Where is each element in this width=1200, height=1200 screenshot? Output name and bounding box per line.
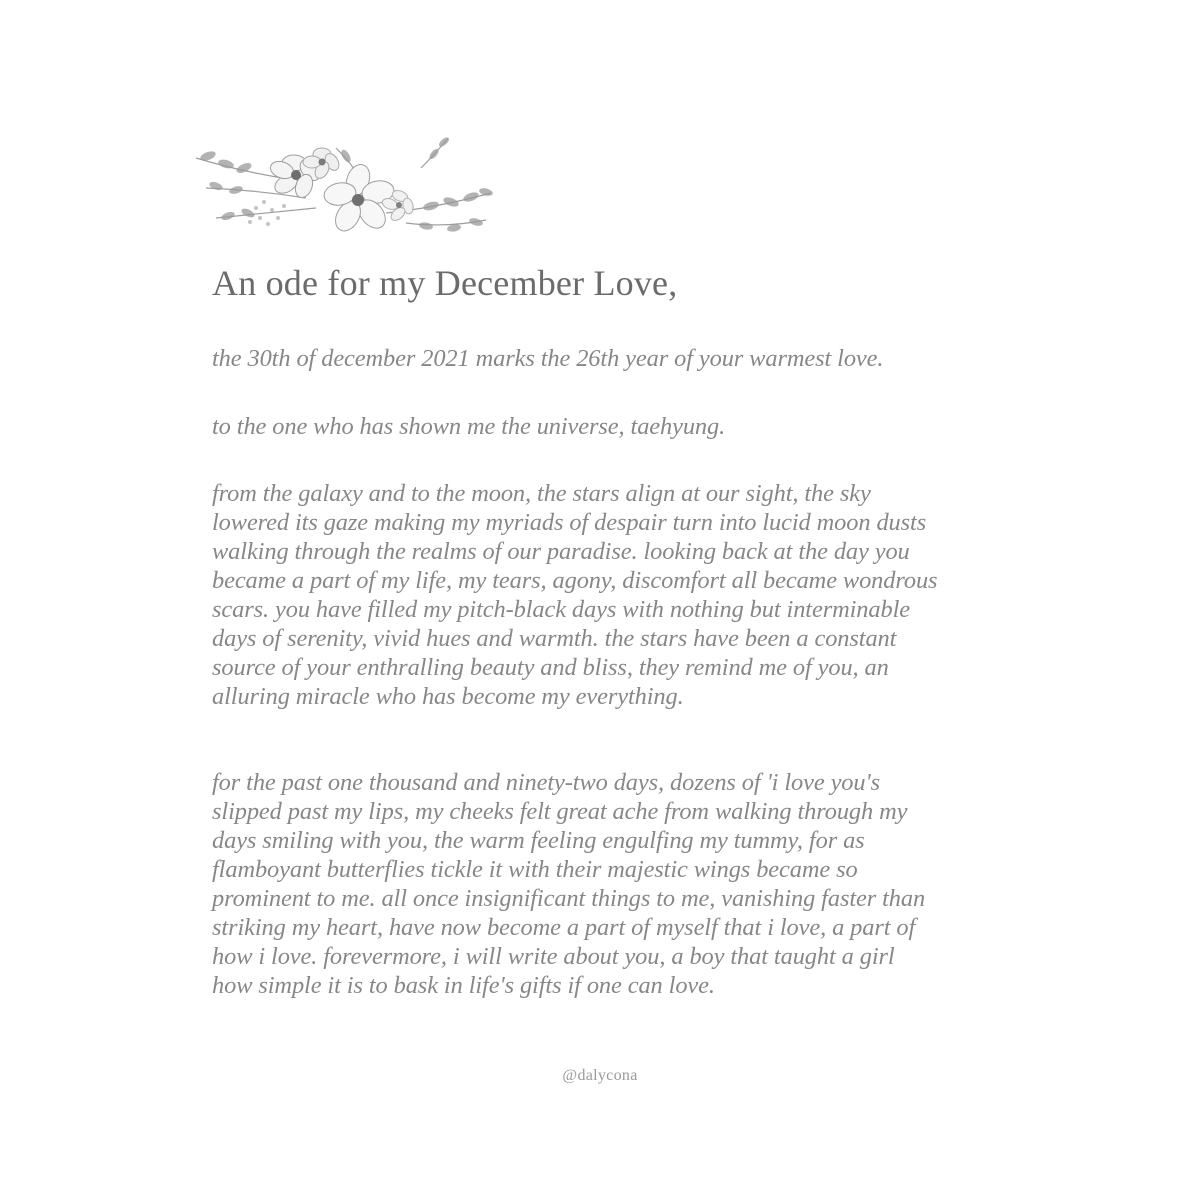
dedication-line: the 30th of december 2021 marks the 26th year of your warmest love. (212, 345, 884, 372)
paragraph-line: how simple it is to bask in life's gifts if one can love. (212, 972, 715, 999)
paragraph-galaxy (212, 479, 1002, 711)
floral-bouquet-icon (186, 118, 506, 248)
paragraph-days (212, 768, 1002, 1000)
paragraph-line: prominent to me. all once insignificant things to me, vanishing faster than (212, 885, 926, 912)
address-line: to the one who has shown me the universe, taehyung. (212, 413, 726, 440)
paragraph-line: how i love. forevermore, i will write about you, a boy that taught a girl (212, 943, 895, 970)
paragraph-line: alluring miracle who has become my everything. (212, 683, 684, 710)
paragraph-line: striking my heart, have now become a part of myself that i love, a part of (212, 914, 916, 941)
paragraph-line: scars. you have filled my pitch-black days with nothing but interminable (212, 596, 910, 623)
paragraph-line: days of serenity, vivid hues and warmth. the stars have been a constant (212, 625, 897, 652)
paragraph-line: slipped past my lips, my cheeks felt great ache from walking through my (212, 798, 908, 825)
paragraph-line: from the galaxy and to the moon, the stars align at our sight, the sky (212, 480, 871, 507)
author-handle: @dalycona (562, 1067, 638, 1084)
paragraph-line: lowered its gaze making my myriads of despair turn into lucid moon dusts (212, 509, 927, 536)
paragraph-line: became a part of my life, my tears, agony, discomfort all became wondrous (212, 567, 938, 594)
paragraph-line: for the past one thousand and ninety-two days, dozens of 'i love you's (212, 769, 881, 796)
paragraph-line: flamboyant butterflies tickle it with their majestic wings became so (212, 856, 858, 883)
paragraph-line: walking through the realms of our paradise. looking back at the day you (212, 538, 910, 565)
paragraph-line: source of your enthralling beauty and bliss, they remind me of you, an (212, 654, 889, 681)
paragraph-line: days smiling with you, the warm feeling engulfing my tummy, for as (212, 827, 865, 854)
page-title: An ode for my December Love, (212, 263, 678, 303)
